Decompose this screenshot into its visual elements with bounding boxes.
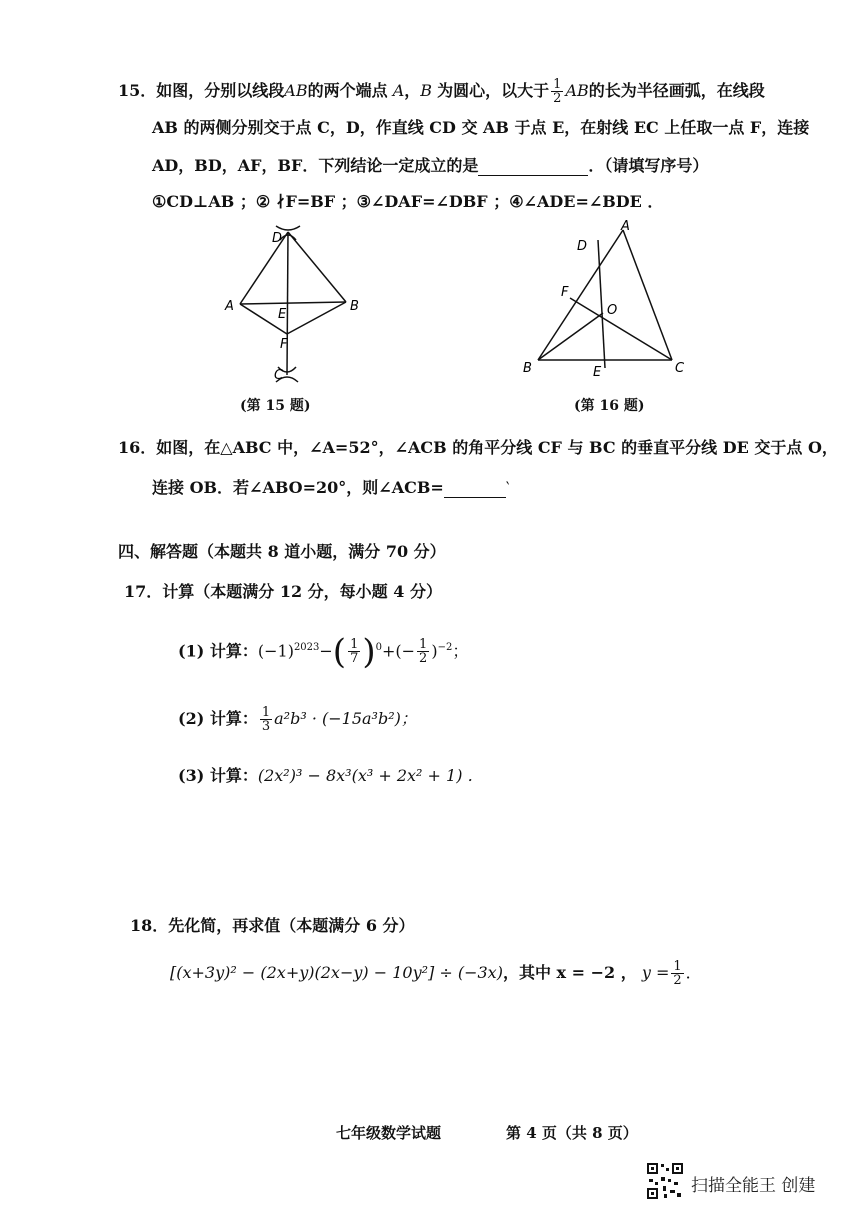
q18-title: 18．先化简，再求值（本题满分 6 分）	[130, 916, 415, 935]
fig16-label-d: D	[577, 239, 588, 254]
qr-code	[646, 1162, 684, 1200]
q16-line2: 连接 OB．若∠ABO=20°，则∠ACB= ‵	[152, 478, 510, 497]
figure-16	[515, 218, 690, 383]
fig15-label-e: E	[278, 307, 287, 322]
q17-part3: (3) 计算：(2x²)³ − 8x³(x³ + 2x² + 1) ．	[178, 766, 484, 785]
qr-code-icon	[646, 1162, 684, 1200]
fig16-label-e: E	[593, 365, 602, 380]
fig16-label-f: F	[561, 285, 569, 300]
fig15-label-c: C	[274, 368, 284, 383]
q16-answer-blank[interactable]	[444, 479, 506, 498]
q17-title: 17．计算（本题满分 12 分，每小题 4 分）	[124, 582, 442, 601]
arc-top-1	[276, 226, 300, 230]
fig16-label-a: A	[621, 219, 630, 234]
fig15-label-d: D	[272, 231, 283, 246]
segment-cf	[570, 298, 672, 360]
q17-p1-frac: $\frac{1}{7}$	[350, 637, 359, 667]
q15-line2: AB 的两侧分别交于点 C，D，作直线 CD 交 AB 于点 E，在射线 EC 上任取一点 F，连接	[152, 118, 810, 137]
q15-line3: AD，BD，AF，BF．下列结论一定成立的是 ．（请填写序号）	[152, 156, 709, 175]
fig15-label-b: B	[350, 299, 359, 314]
q15-line1: 15．如图，分别以线段AB的两个端点 A，B 为圆心，以大于 $\frac{1}{2}$ AB的长为半径画弧，在线段	[118, 77, 765, 106]
fig15-caption: (第 15 题)	[240, 398, 311, 414]
fig16-label-c: C	[675, 361, 685, 376]
q15-fraction: $\frac{1}{2}$	[553, 77, 562, 106]
section4-title: 四、解答题（本题共 8 道小题，满分 70 分）	[118, 542, 446, 561]
fig15-label-a: A	[225, 299, 234, 314]
watermark-text: 扫描全能王 创建	[691, 1176, 816, 1196]
q17-p1-frac2: $\frac{1}{2}$	[419, 637, 428, 667]
q17-part2: (2) 计算： $\frac{1}{3}$ a²b³ · (−15a³b²)；	[178, 705, 417, 734]
q18-frac: $\frac{1}{2}$	[673, 959, 682, 988]
footer-page: 第 4 页（共 8 页）	[506, 1124, 638, 1142]
q17-part1: (1) 计算：$(-1)^{2023}-$( $\frac{1}{7}$ )$^0$+(− $\frac{1}{2}$ )$^{-2}$；	[178, 631, 469, 672]
fig16-label-b: B	[523, 361, 532, 376]
segment-ac	[623, 230, 672, 360]
q16-line1: 16．如图，在△ABC 中，∠A=52°，∠ACB 的角平分线 CF 与 BC 的垂直平分线 DE 交于点 O，	[118, 438, 838, 457]
segment-ob	[538, 313, 603, 360]
segment-bd	[288, 232, 346, 302]
q17-p2-frac: $\frac{1}{3}$	[261, 705, 271, 734]
fig16-caption: (第 16 题)	[574, 398, 645, 414]
fig15-label-f: F	[280, 337, 288, 352]
q15-options: ①CD⊥AB ；② ∤F=BF ；③∠DAF=∠DBF ；④∠ADE=∠BDE ．	[152, 192, 664, 211]
footer-subject: 七年级数学试题	[336, 1124, 442, 1142]
fig16-label-o: O	[607, 303, 618, 318]
segment-bf	[287, 302, 346, 334]
q15-answer-blank[interactable]	[478, 157, 588, 176]
q18-expression: [(x+3y)² − (2x+y)(2x−y) − 10y²] ÷ (−3x)，其中 x = −2 ， y = $\frac{1}{2}$ ．	[170, 959, 702, 988]
segment-ab	[240, 302, 346, 304]
figure-15	[220, 222, 370, 387]
